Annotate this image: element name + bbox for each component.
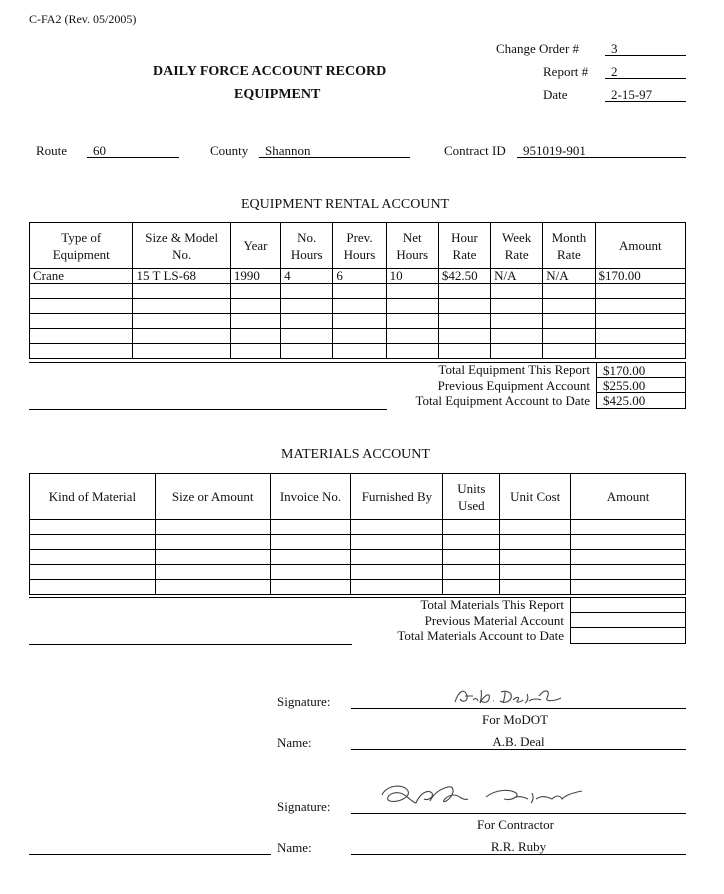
table-cell[interactable] [333,344,386,359]
table-cell[interactable] [571,565,686,580]
table-cell[interactable] [270,550,351,565]
report-label: Report # [543,64,589,79]
modot-signature-image [451,684,566,708]
table-cell[interactable] [30,535,156,550]
table-cell[interactable]: $170.00 [595,269,685,284]
table-cell[interactable] [438,314,490,329]
county-field[interactable]: Shannon [259,143,410,158]
table-cell[interactable] [270,580,351,595]
modot-name-label: Name: [277,735,312,750]
table-cell[interactable] [281,314,333,329]
equip-header-net-hours: Net Hours [386,223,438,269]
table-cell[interactable] [500,520,571,535]
table-cell[interactable] [30,329,133,344]
table-cell[interactable] [386,314,438,329]
table-cell[interactable] [438,284,490,299]
table-cell[interactable] [571,520,686,535]
materials-section-title: MATERIALS ACCOUNT [281,447,430,462]
table-cell[interactable] [133,344,230,359]
modot-name-field[interactable]: A.B. Deal [351,734,686,750]
equip-header-week-rate: Week Rate [491,223,543,269]
date-field[interactable]: 2-15-97 [605,87,686,102]
table-cell[interactable] [270,520,351,535]
mat-total-label-2: Total Materials Account to Date [397,628,564,643]
table-cell[interactable] [230,299,280,314]
table-row [30,284,686,299]
materials-table [29,473,686,595]
table-cell[interactable] [30,550,156,565]
divider [29,644,352,645]
table-cell[interactable] [230,344,280,359]
mat-header-furnished: Furnished By [351,474,443,520]
equip-header-hour-rate: Hour Rate [438,223,490,269]
table-cell[interactable] [333,284,386,299]
table-cell[interactable] [333,314,386,329]
table-cell[interactable] [491,299,543,314]
table-cell[interactable] [333,329,386,344]
table-cell[interactable]: 15 T LS-68 [133,269,230,284]
report-field[interactable]: 2 [605,64,686,79]
table-cell[interactable] [351,535,443,550]
equip-header-prev-hours: Prev. Hours [333,223,386,269]
table-cell[interactable] [30,520,156,535]
county-label: County [210,143,249,158]
table-cell[interactable] [281,284,333,299]
equipment-section-title: EQUIPMENT RENTAL ACCOUNT [241,197,450,212]
table-cell[interactable] [281,344,333,359]
equip-header-month-rate: Month Rate [543,223,595,269]
modot-signature-label: Signature: [277,694,331,709]
table-cell[interactable] [30,299,133,314]
table-cell[interactable] [270,565,351,580]
table-cell[interactable] [443,520,500,535]
table-row [30,269,686,284]
change-order-label: Change Order # [496,41,580,56]
table-cell[interactable] [571,535,686,550]
mat-header-units: Units Used [443,474,500,520]
contractor-name-field[interactable]: R.R. Ruby [351,839,686,855]
table-cell[interactable] [595,314,685,329]
table-cell[interactable] [155,520,270,535]
table-cell[interactable] [230,284,280,299]
table-cell[interactable] [155,580,270,595]
table-cell[interactable] [386,344,438,359]
table-cell[interactable] [571,550,686,565]
table-cell[interactable] [386,284,438,299]
table-cell[interactable] [133,329,230,344]
table-cell[interactable] [500,535,571,550]
mat-header-amount: Amount [571,474,686,520]
table-cell[interactable]: $42.50 [438,269,490,284]
table-cell[interactable] [30,344,133,359]
table-row [30,299,686,314]
equip-header-amount: Amount [595,223,685,269]
table-cell[interactable] [351,550,443,565]
table-cell[interactable] [443,580,500,595]
table-cell[interactable] [595,299,685,314]
table-cell[interactable] [571,580,686,595]
change-order-field[interactable]: 3 [605,41,686,56]
for-modot-label: For MoDOT [482,712,549,727]
table-cell[interactable] [491,344,543,359]
table-cell[interactable]: Crane [30,269,133,284]
table-cell[interactable]: 4 [281,269,333,284]
table-cell[interactable] [438,299,490,314]
table-cell[interactable] [543,284,595,299]
form-title: DAILY FORCE ACCOUNT RECORD [153,64,387,79]
table-cell[interactable] [386,329,438,344]
mat-totals-box [570,597,686,644]
table-cell[interactable] [595,284,685,299]
form-id: C-FA2 (Rev. 05/2005) [29,12,137,26]
table-cell[interactable] [438,344,490,359]
table-cell[interactable] [30,565,156,580]
table-row [30,550,686,565]
table-cell[interactable] [595,344,685,359]
table-row [30,314,686,329]
mat-total-previous[interactable] [571,613,685,628]
table-row [30,329,686,344]
table-cell[interactable] [30,580,156,595]
equip-total-label-0: Total Equipment This Report [438,362,590,377]
table-cell[interactable] [281,329,333,344]
table-cell[interactable]: N/A [491,269,543,284]
contractor-name-label: Name: [277,840,312,855]
equip-total-to-date[interactable]: $425.00 [603,393,646,408]
equip-total-label-1: Previous Equipment Account [437,378,590,393]
mat-header-invoice: Invoice No. [270,474,351,520]
route-field[interactable]: 60 [87,143,179,158]
contract-field[interactable]: 951019-901 [517,143,686,158]
table-cell[interactable] [155,535,270,550]
mat-total-this-report[interactable] [571,598,685,613]
table-row [30,520,686,535]
equip-total-label-2: Total Equipment Account to Date [415,393,590,408]
equip-header-year: Year [230,223,280,269]
table-cell[interactable]: 10 [386,269,438,284]
table-row [30,535,686,550]
table-cell[interactable] [500,565,571,580]
table-cell[interactable] [351,580,443,595]
table-cell[interactable] [443,550,500,565]
mat-total-label-1: Previous Material Account [424,613,564,628]
table-cell[interactable] [491,314,543,329]
equip-header-no-hours: No. Hours [281,223,333,269]
table-cell[interactable] [133,314,230,329]
table-cell[interactable]: N/A [543,269,595,284]
date-label: Date [543,87,568,102]
table-cell[interactable] [351,565,443,580]
mat-header-kind: Kind of Material [30,474,156,520]
table-cell[interactable] [543,329,595,344]
table-cell[interactable] [543,344,595,359]
equipment-table [29,222,686,359]
table-cell[interactable] [133,299,230,314]
table-cell[interactable] [230,314,280,329]
table-cell[interactable] [155,565,270,580]
table-cell[interactable] [438,329,490,344]
equip-total-previous[interactable]: $255.00 [597,378,685,393]
table-cell[interactable] [270,535,351,550]
table-cell[interactable] [491,284,543,299]
mat-header-unit-cost: Unit Cost [500,474,571,520]
mat-total-to-date[interactable] [571,628,685,643]
table-cell[interactable] [500,550,571,565]
table-cell[interactable]: 1990 [230,269,280,284]
table-cell[interactable] [333,299,386,314]
mat-header-size: Size or Amount [155,474,270,520]
contractor-signature-field[interactable] [351,781,686,814]
divider [29,362,596,363]
table-row [30,344,686,359]
table-cell[interactable] [230,329,280,344]
table-cell[interactable] [443,535,500,550]
table-cell[interactable] [543,299,595,314]
table-cell[interactable] [351,520,443,535]
divider [29,854,271,855]
contract-label: Contract ID [444,143,506,158]
for-contractor-label: For Contractor [477,817,554,832]
form-subtitle: EQUIPMENT [234,87,321,102]
mat-total-label-0: Total Materials This Report [420,597,564,612]
equip-total-this-report[interactable]: $170.00 [597,363,685,378]
table-cell[interactable] [491,329,543,344]
table-cell[interactable] [543,314,595,329]
table-row [30,580,686,595]
equip-totals-box [596,362,686,409]
table-cell[interactable] [500,580,571,595]
table-row [30,565,686,580]
table-cell[interactable] [443,565,500,580]
table-cell[interactable] [386,299,438,314]
contractor-signature-image [376,781,591,811]
table-cell[interactable] [155,550,270,565]
table-cell[interactable] [30,284,133,299]
contractor-signature-label: Signature: [277,799,331,814]
table-cell[interactable] [30,314,133,329]
table-cell[interactable] [281,299,333,314]
divider [29,409,387,410]
divider [29,597,570,598]
table-cell[interactable] [133,284,230,299]
equip-header-size: Size & Model No. [133,223,230,269]
modot-signature-field[interactable] [351,684,686,709]
route-label: Route [36,143,68,158]
table-cell[interactable]: 6 [333,269,386,284]
equip-header-type: Type of Equipment [30,223,133,269]
table-cell[interactable] [595,329,685,344]
